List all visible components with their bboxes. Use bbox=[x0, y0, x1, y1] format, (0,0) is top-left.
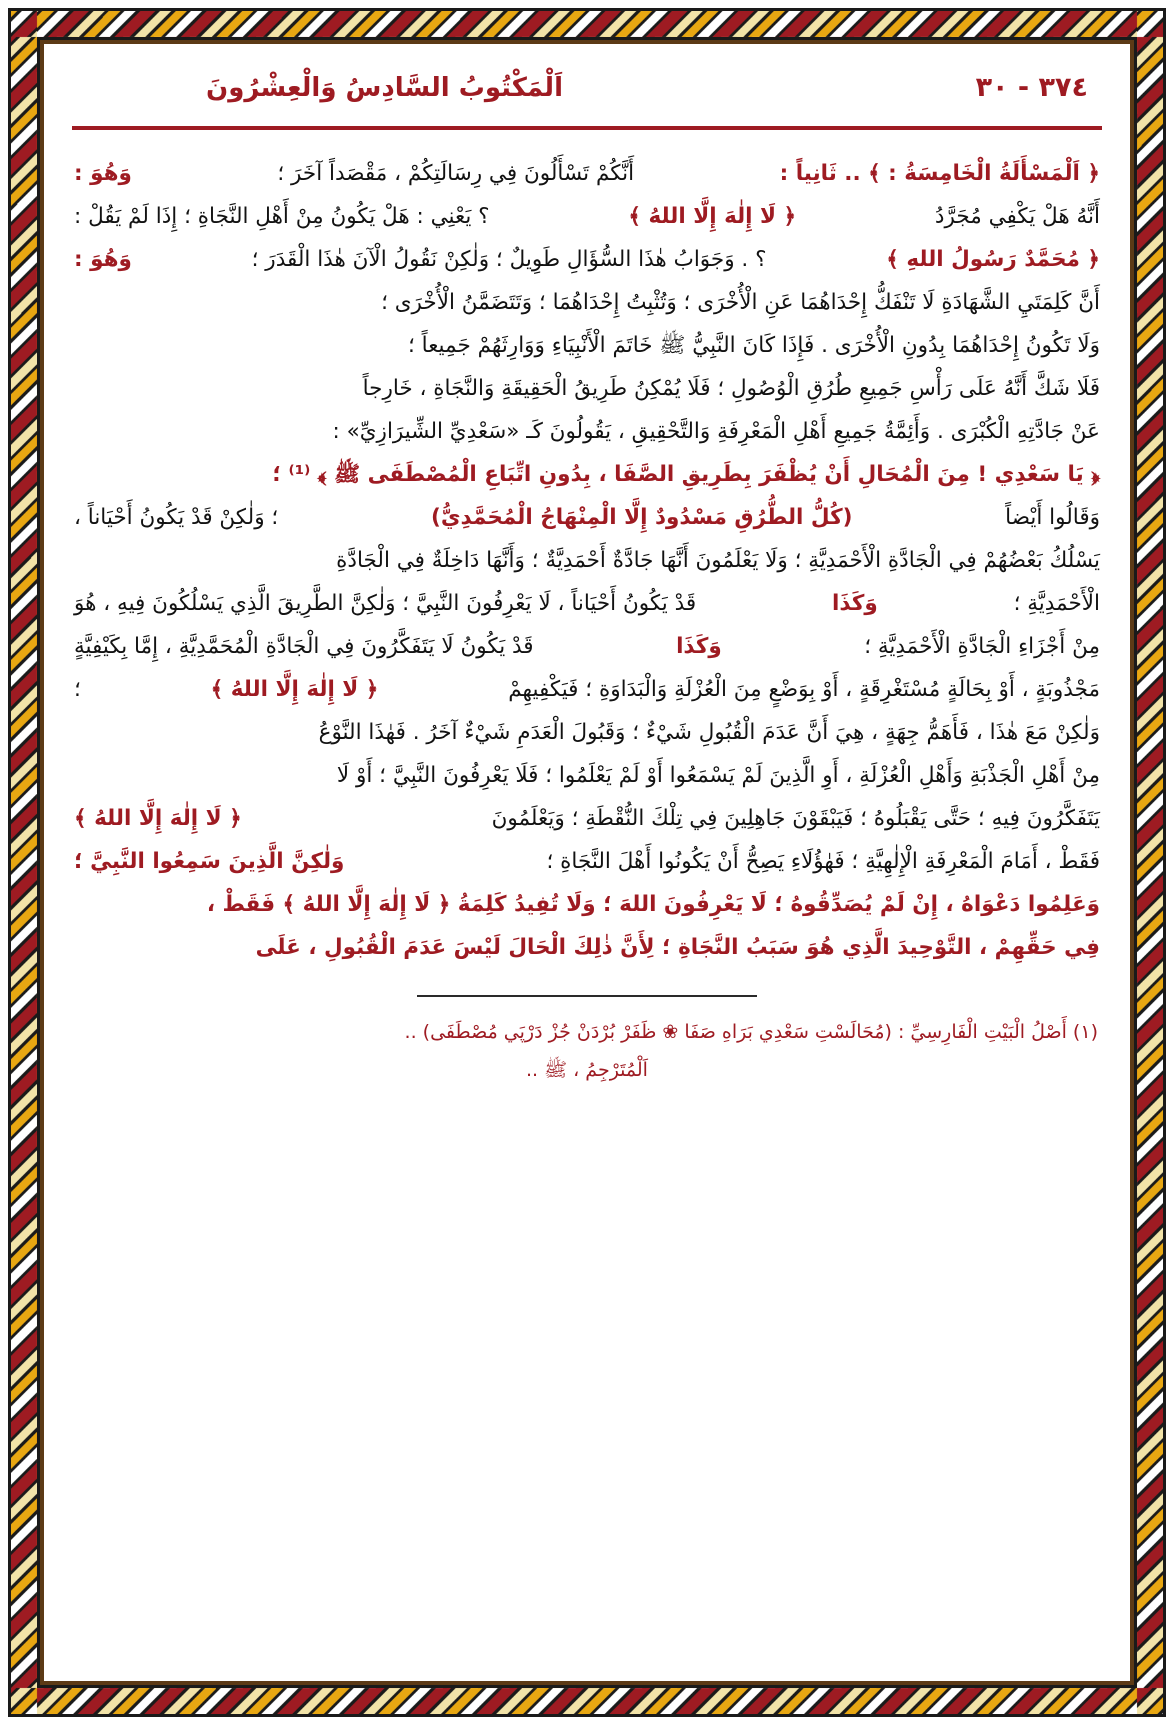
line-segment-left: ؛ وَلٰكِنْ قَدْ يَكُونُ أَحْيَاناً ، bbox=[74, 505, 279, 530]
line-text: أَنَّ كَلِمَتَيِ الشَّهَادَةِ لَا تَنْفَكُّ إِحْدَاهُمَا عَنِ الْأُخْرَى ؛ وَتُثْبِتُ إِحْدَاهُمَا ؛ وَتَتَضَمَّنُ الْأُخْرَى ؛ bbox=[381, 290, 1100, 315]
line-segment-left: قَدْ يَكُونُ أَحْيَاناً ، لَا يَعْرِفُونَ النَّبِيَّ ؛ وَلٰكِنَّ الطَّرِيقَ الَّذِي يَسْلُكُونَ فِيهِ ، هُوَ bbox=[73, 591, 697, 616]
text-line bbox=[74, 668, 1100, 711]
line-segment-right: أَنَّهُ هَلْ يَكْفِي مُجَرَّدُ bbox=[934, 204, 1100, 229]
text-line bbox=[74, 754, 1100, 797]
line-segment-right: ﴿ اَلْمَسْأَلَةُ الْخَامِسَةُ : ﴾ .. ثَانِياً : bbox=[779, 161, 1100, 186]
line-segment-left: ؟ يَعْنِي : هَلْ يَكُونُ مِنْ أَهْلِ النَّجَاةِ ؛ إِذَا لَمْ يَقُلْ : bbox=[74, 204, 490, 229]
line-segment-middle: ؟ . وَجَوَابُ هٰذَا السُّؤَالِ طَوِيلٌ ؛ وَلٰكِنْ نَقُولُ الْآنَ هٰذَا الْقَدَرَ ؛ bbox=[251, 247, 767, 272]
text-line bbox=[74, 367, 1100, 410]
line-segment-middle: وَكَذَا bbox=[676, 634, 722, 659]
line-text: يَسْلُكُ بَعْضُهُمْ فِي الْجَادَّةِ الْأَحْمَدِيَّةِ ؛ وَلَا يَعْلَمُونَ أَنَّهَا جَادَّةٌ أَحْمَدِيَّةٌ ؛ وَأَنَّهَا دَاخِلَةٌ فِي الْجَادَّةِ bbox=[336, 548, 1100, 573]
text-line bbox=[74, 152, 1100, 195]
footnote-line: اَلْمُتَرْجِمُ ، ﷺ .. bbox=[526, 1059, 648, 1081]
text-line bbox=[74, 195, 1100, 238]
text-line bbox=[74, 797, 1100, 840]
line-text: ﴿ يَا سَعْدِي ! مِنَ الْمُحَالِ أَنْ يُظْفَرَ بِطَرِيقِ الصَّفَا ، بِدُونِ اتِّبَاعِ الْمُصْطَفَى ﷺ ﴾ ⁽¹⁾ ؛ bbox=[272, 462, 1100, 487]
footnote-line: (١) أَصْلُ الْبَيْتِ الْفَارِسِيِّ : (مُحَالَسْتِ سَعْدِي بَرَاهِ صَفَا ❀ ظَفَرْ بُرْدَنْ جُزْ دَرْپَي مُصْطَفَى) .. bbox=[404, 1021, 1098, 1043]
line-segment-right: فَقَطْ ، أَمَامَ الْمَعْرِفَةِ الْإِلٰهِيَّةِ ؛ فَهٰؤُلَاءِ يَصِحُّ أَنْ يَكُونُوا أَهْلَ النَّجَاةِ ؛ bbox=[546, 849, 1100, 874]
page-title: اَلْمَكْتُوبُ السَّادِسُ وَالْعِشْرُونَ bbox=[206, 73, 563, 103]
line-segment-middle: ﴿ لَا إِلٰهَ إِلَّا اللهُ ﴾ bbox=[74, 806, 242, 831]
text-line bbox=[74, 840, 1100, 883]
line-segment-right: مِنْ أَجْزَاءِ الْجَادَّةِ الْأَحْمَدِيَّةِ ؛ bbox=[864, 634, 1100, 659]
line-segment-middle: وَكَذَا bbox=[832, 591, 878, 616]
line-segment-middle: أَنَّكُمْ تَسْأَلُونَ فِي رِسَالَتِكُمْ ، مَقْصَداً آخَرَ ؛ bbox=[277, 161, 635, 186]
line-segment-left: وَهُوَ : bbox=[74, 161, 132, 186]
text-line bbox=[74, 625, 1100, 668]
text-line bbox=[74, 410, 1100, 453]
text-line bbox=[74, 711, 1100, 754]
line-segment-left: قَدْ يَكُونُ لَا يَتَفَكَّرُونَ فِي الْجَادَّةِ الْمُحَمَّدِيَّةِ ، إِمَّا بِكَيْفِيَّةٍ bbox=[73, 634, 534, 659]
text-line bbox=[74, 496, 1100, 539]
text-line bbox=[74, 324, 1100, 367]
text-line bbox=[74, 281, 1100, 324]
line-segment-right: وَقَالُوا أَيْضاً bbox=[1005, 505, 1100, 530]
line-segment-right: يَتَفَكَّرُونَ فِيهِ ؛ حَتَّى يَقْبَلُوهُ ؛ فَيَبْقَوْنَ جَاهِلِينَ فِي تِلْكَ النُّقْطَةِ ؛ وَيَعْلَمُونَ bbox=[491, 806, 1100, 831]
text-line bbox=[74, 582, 1100, 625]
page-number: ٣٧٤ - ٣٠ bbox=[975, 72, 1088, 103]
line-text: مِنْ أَهْلِ الْجَذْبَةِ وَأَهْلِ الْعُزْلَةِ ، أَوِ الَّذِينَ لَمْ يَسْمَعُوا أَوْ لَمْ يَعْلَمُوا ؛ فَلَا يَعْرِفُونَ النَّبِيَّ ؛ أَوْ لَا bbox=[336, 763, 1100, 788]
page-header bbox=[68, 68, 1106, 118]
line-segment-left: وَهُوَ : bbox=[74, 247, 132, 272]
text-line bbox=[74, 539, 1100, 582]
line-segment-right: ﴿ مُحَمَّدٌ رَسُولُ اللهِ ﴾ bbox=[886, 247, 1100, 272]
line-text: وَلَا تَكُونُ إِحْدَاهُمَا بِدُونِ الْأُخْرَى . فَإِذَا كَانَ النَّبِيُّ ﷺ خَاتَمَ الْأَنْبِيَاءِ وَوَارِثَهُمْ جَمِيعاً ؛ bbox=[407, 333, 1100, 358]
text-line bbox=[74, 926, 1100, 969]
line-segment-middle: (كُلُّ الطُّرُقِ مَسْدُودٌ إِلَّا الْمِنْهَاجُ الْمُحَمَّدِيُّ) bbox=[431, 505, 853, 530]
line-text: فَلَا شَكَّ أَنَّهُ عَلَى رَأْسِ جَمِيعِ طُرُقِ الْوُصُولِ ؛ فَلَا يُمْكِنُ طَرِيقُ الْحَقِيقَةِ وَالنَّجَاةِ ، خَارِجاً bbox=[362, 376, 1100, 401]
text-line bbox=[74, 883, 1100, 926]
body-text bbox=[68, 130, 1106, 969]
line-segment-right: الْأَحْمَدِيَّةِ ؛ bbox=[1013, 591, 1100, 616]
line-segment-right: مَجْذُوبَةٍ ، أَوْ بِحَالَةٍ مُسْتَغْرِقَةٍ ، أَوْ بِوَضْعٍ مِنَ الْعُزْلَةِ وَالْبَدَاوَةِ ؛ فَيَكْفِيهِمْ bbox=[508, 677, 1100, 702]
line-text: عَنْ جَادَّتِهِ الْكُبْرَى . وَأَئِمَّةُ جَمِيعِ أَهْلِ الْمَعْرِفَةِ وَالتَّحْقِيقِ ، يَقُولُونَ كَـ «سَعْدِيِّ الشِّيرَازِيِّ» : bbox=[332, 419, 1100, 444]
line-segment-middle: ﴿ لَا إِلٰهَ إِلَّا اللهُ ﴾ bbox=[628, 204, 797, 229]
line-segment-left: ؛ bbox=[73, 677, 81, 702]
line-segment-middle: وَلٰكِنَّ الَّذِينَ سَمِعُوا النَّبِيَّ ؛ bbox=[74, 849, 345, 874]
line-text: وَعَلِمُوا دَعْوَاهُ ، إِنْ لَمْ يُصَدِّقُوهُ ؛ لَا يَعْرِفُونَ اللهَ ؛ وَلَا تُفِيدُ كَلِمَةُ ﴿ لَا إِلٰهَ إِلَّا اللهُ ﴾ فَقَطْ ، bbox=[206, 892, 1100, 917]
footnote-block bbox=[68, 997, 1106, 1089]
text-line bbox=[74, 238, 1100, 281]
text-line-quote bbox=[74, 453, 1100, 496]
line-text: فِي حَقِّهِمْ ، التَّوْحِيدَ الَّذِي هُوَ سَبَبُ النَّجَاةِ ؛ لِأَنَّ ذٰلِكَ الْحَالَ لَيْسَ عَدَمَ الْقُبُولِ ، عَلَى bbox=[255, 935, 1100, 960]
line-text: وَلٰكِنْ مَعَ هٰذَا ، فَأَهَمُّ جِهَةٍ ، هِيَ أَنَّ عَدَمَ الْقُبُولِ شَيْءٌ ؛ وَقَبُولَ الْعَدَمِ شَيْءٌ آخَرُ . فَهٰذَا النَّوْعُ bbox=[318, 720, 1100, 745]
line-segment-middle: ﴿ لَا إِلٰهَ إِلَّا اللهُ ﴾ bbox=[210, 677, 379, 702]
page-content bbox=[46, 46, 1128, 1679]
